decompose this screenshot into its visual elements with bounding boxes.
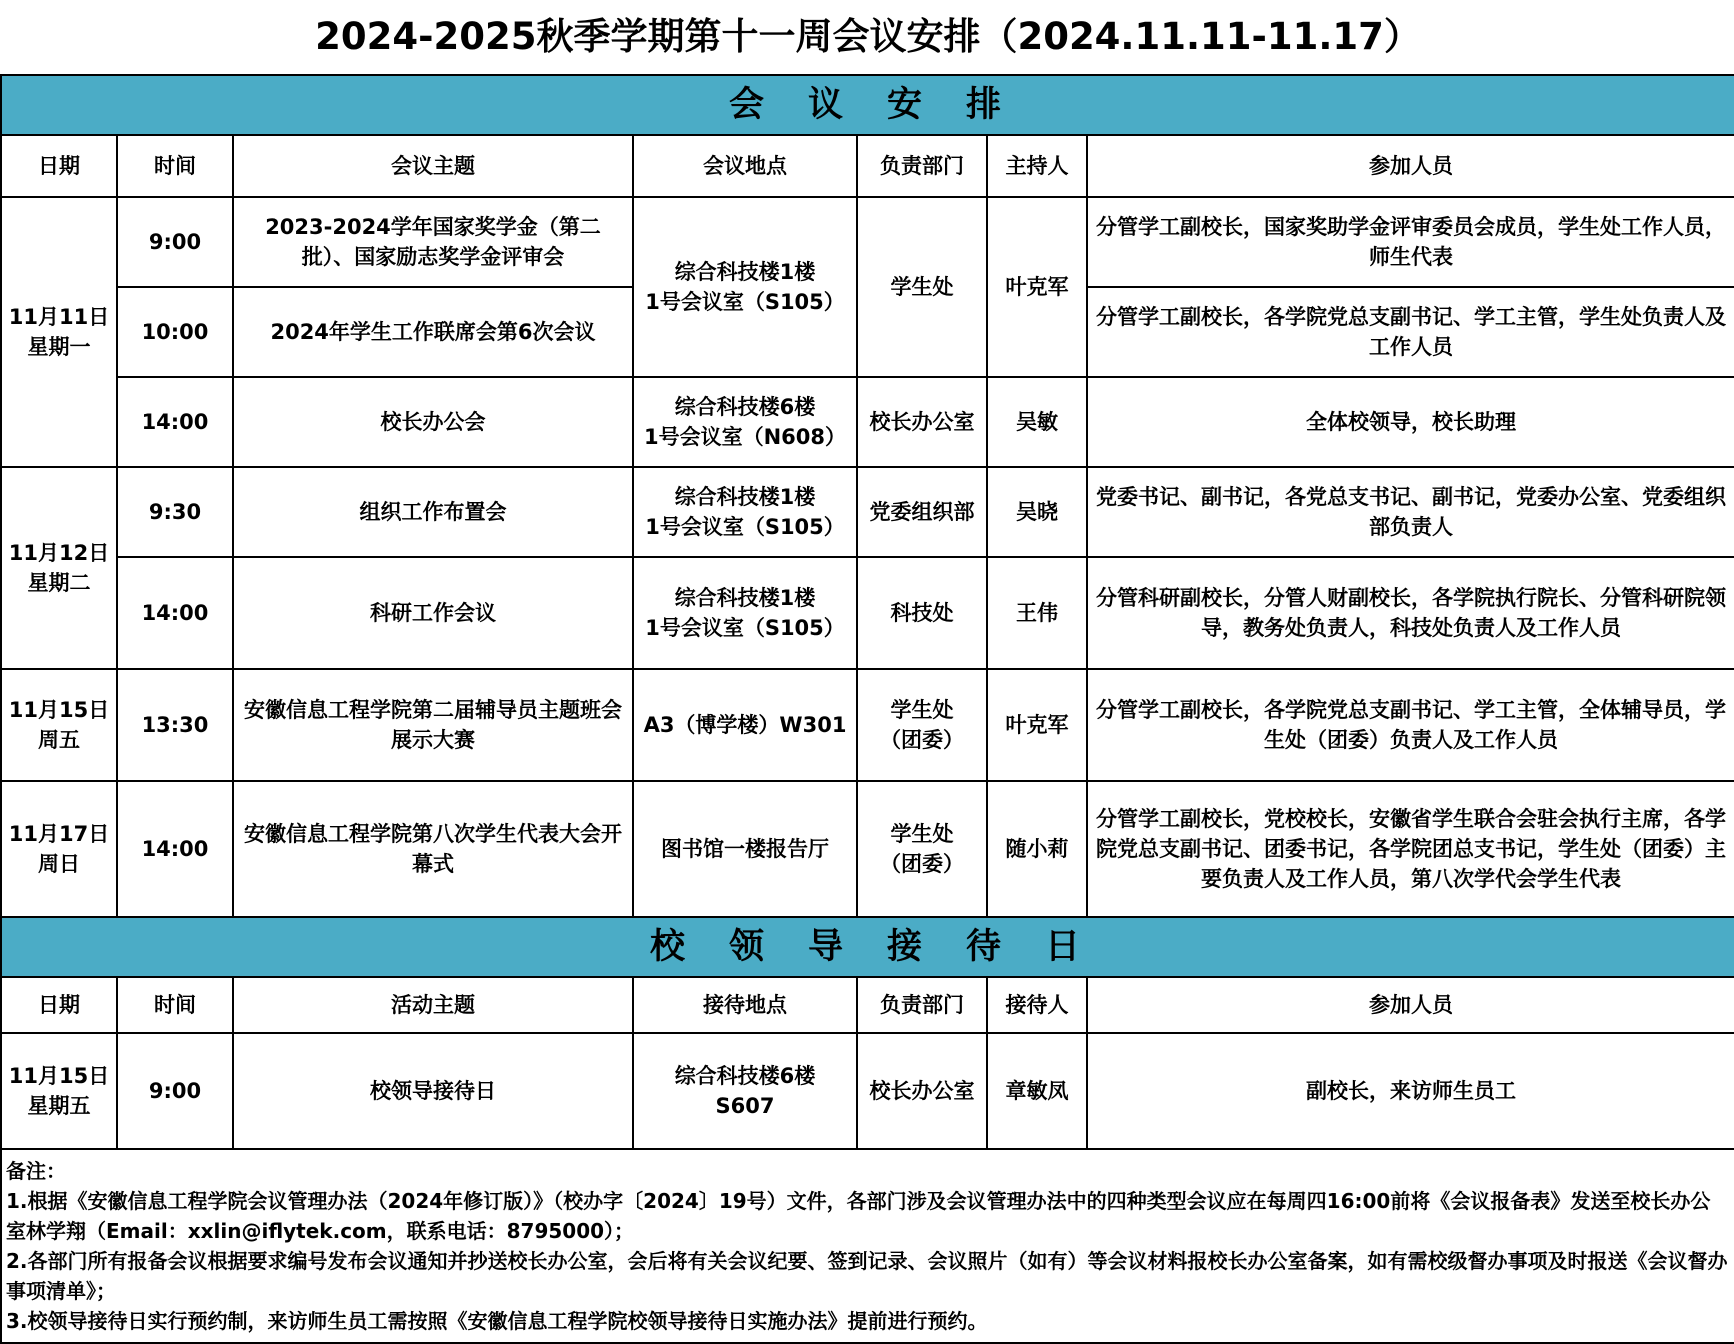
header-topic: 活动主题 — [233, 977, 633, 1033]
date-label: 11月15日 — [8, 1064, 110, 1088]
meetings-section-heading: 会议安排 — [1, 75, 1734, 135]
topic-cell: 组织工作布置会 — [233, 467, 633, 557]
department-cell: 科技处 — [857, 557, 987, 669]
attendees-cell: 分管学工副校长，党校校长，安徽省学生联合会驻会执行主席，各学院党总支副书记、团委书记，各学院团总支书记，学生处（团委）主要负责人及工作人员，第八次学代会学生代表 — [1087, 781, 1734, 917]
department-cell: 党委组织部 — [857, 467, 987, 557]
attendees-cell: 党委书记、副书记，各党总支书记、副书记，党委办公室、党委组织部负责人 — [1087, 467, 1734, 557]
header-date: 日期 — [1, 135, 117, 197]
topic-cell: 校领导接待日 — [233, 1033, 633, 1149]
notes-item-1: 1.根据《安徽信息工程学院会议管理办法（2024年修订版）》（校办字〔2024〕19号）文件，各部门涉及会议管理办法中的四种类型会议应在每周四16:00前将《会议报备表》发送至校长办公室林学翔（Email：xxlin@iflytek.com，联系电话：8795000）； — [6, 1189, 1711, 1243]
weekday-label: 周五 — [38, 728, 80, 752]
weekday-label: 星期一 — [27, 335, 91, 359]
weekday-label: 星期五 — [27, 1094, 91, 1118]
date-label: 11月17日 — [8, 822, 110, 846]
header-attendees: 参加人员 — [1087, 135, 1734, 197]
date-cell — [1, 669, 117, 781]
notes-heading: 备注： — [6, 1159, 66, 1183]
attendees-cell: 副校长，来访师生员工 — [1087, 1033, 1734, 1149]
attendees-cell: 分管学工副校长，国家奖助学金评审委员会成员，学生处工作人员，师生代表 — [1087, 197, 1734, 287]
page-title: 2024-2025秋季学期第十一周会议安排（2024.11.11-11.17） — [1, 0, 1734, 75]
host-cell: 叶克军 — [987, 197, 1087, 377]
host-cell: 叶克军 — [987, 669, 1087, 781]
location-cell: 综合科技楼1楼 1号会议室（S105） — [633, 197, 857, 377]
table-row — [1, 197, 1734, 287]
reception-section-heading: 校领导接待日 — [1, 917, 1734, 977]
time-cell: 9:00 — [117, 197, 233, 287]
header-time: 时间 — [117, 977, 233, 1033]
header-date: 日期 — [1, 977, 117, 1033]
header-time: 时间 — [117, 135, 233, 197]
location-cell: 综合科技楼1楼 1号会议室（S105） — [633, 557, 857, 669]
time-cell: 9:00 — [117, 1033, 233, 1149]
header-location: 接待地点 — [633, 977, 857, 1033]
topic-cell: 安徽信息工程学院第八次学生代表大会开幕式 — [233, 781, 633, 917]
location-cell: 综合科技楼6楼 S607 — [633, 1033, 857, 1149]
location-cell: 综合科技楼6楼 1号会议室（N608） — [633, 377, 857, 467]
date-cell — [1, 197, 117, 467]
topic-cell: 安徽信息工程学院第二届辅导员主题班会展示大赛 — [233, 669, 633, 781]
department-cell: 学生处 — [857, 197, 987, 377]
time-cell: 14:00 — [117, 781, 233, 917]
time-cell: 14:00 — [117, 377, 233, 467]
table-row — [1, 377, 1734, 467]
department-cell: 学生处 （团委） — [857, 781, 987, 917]
attendees-cell: 全体校领导，校长助理 — [1087, 377, 1734, 467]
host-cell: 章敏凤 — [987, 1033, 1087, 1149]
topic-cell: 校长办公会 — [233, 377, 633, 467]
header-host: 接待人 — [987, 977, 1087, 1033]
table-row — [1, 781, 1734, 917]
location-cell: A3（博学楼）W301 — [633, 669, 857, 781]
table-row — [1, 1033, 1734, 1149]
notes-item-3: 3.校领导接待日实行预约制，来访师生员工需按照《安徽信息工程学院校领导接待日实施办法》提前进行预约。 — [6, 1309, 988, 1333]
host-cell: 吴敏 — [987, 377, 1087, 467]
location-cell: 综合科技楼1楼 1号会议室（S105） — [633, 467, 857, 557]
attendees-cell: 分管学工副校长，各学院党总支副书记、学工主管，学生处负责人及工作人员 — [1087, 287, 1734, 377]
department-cell: 校长办公室 — [857, 377, 987, 467]
header-department: 负责部门 — [857, 977, 987, 1033]
host-cell: 随小莉 — [987, 781, 1087, 917]
date-label: 11月12日 — [8, 541, 110, 565]
table-row — [1, 669, 1734, 781]
time-cell: 13:30 — [117, 669, 233, 781]
table-row — [1, 557, 1734, 669]
date-cell — [1, 781, 117, 917]
topic-cell: 2023-2024学年国家奖学金（第二批）、国家励志奖学金评审会 — [233, 197, 633, 287]
notes-item-2: 2.各部门所有报备会议根据要求编号发布会议通知并抄送校长办公室，会后将有关会议纪要、签到记录、会议照片（如有）等会议材料报校长办公室备案，如有需校级督办事项及时报送《会议督办事项清单》； — [6, 1249, 1728, 1303]
header-location: 会议地点 — [633, 135, 857, 197]
time-cell: 10:00 — [117, 287, 233, 377]
date-cell — [1, 467, 117, 669]
attendees-cell: 分管学工副校长，各学院党总支副书记、学工主管，全体辅导员，学生处（团委）负责人及工作人员 — [1087, 669, 1734, 781]
table-row — [1, 467, 1734, 557]
attendees-cell: 分管科研副校长，分管人财副校长，各学院执行院长、分管科研院领导，教务处负责人，科技处负责人及工作人员 — [1087, 557, 1734, 669]
department-cell: 学生处 （团委） — [857, 669, 987, 781]
date-label: 11月15日 — [8, 698, 110, 722]
time-cell: 9:30 — [117, 467, 233, 557]
weekday-label: 周日 — [38, 852, 80, 876]
weekday-label: 星期二 — [27, 571, 91, 595]
topic-cell: 科研工作会议 — [233, 557, 633, 669]
time-cell: 14:00 — [117, 557, 233, 669]
notes-block — [1, 1149, 1734, 1343]
host-cell: 吴晓 — [987, 467, 1087, 557]
header-department: 负责部门 — [857, 135, 987, 197]
header-attendees: 参加人员 — [1087, 977, 1734, 1033]
header-host: 主持人 — [987, 135, 1087, 197]
header-topic: 会议主题 — [233, 135, 633, 197]
topic-cell: 2024年学生工作联席会第6次会议 — [233, 287, 633, 377]
date-label: 11月11日 — [8, 305, 110, 329]
date-cell — [1, 1033, 117, 1149]
location-cell: 图书馆一楼报告厅 — [633, 781, 857, 917]
host-cell: 王伟 — [987, 557, 1087, 669]
department-cell: 校长办公室 — [857, 1033, 987, 1149]
